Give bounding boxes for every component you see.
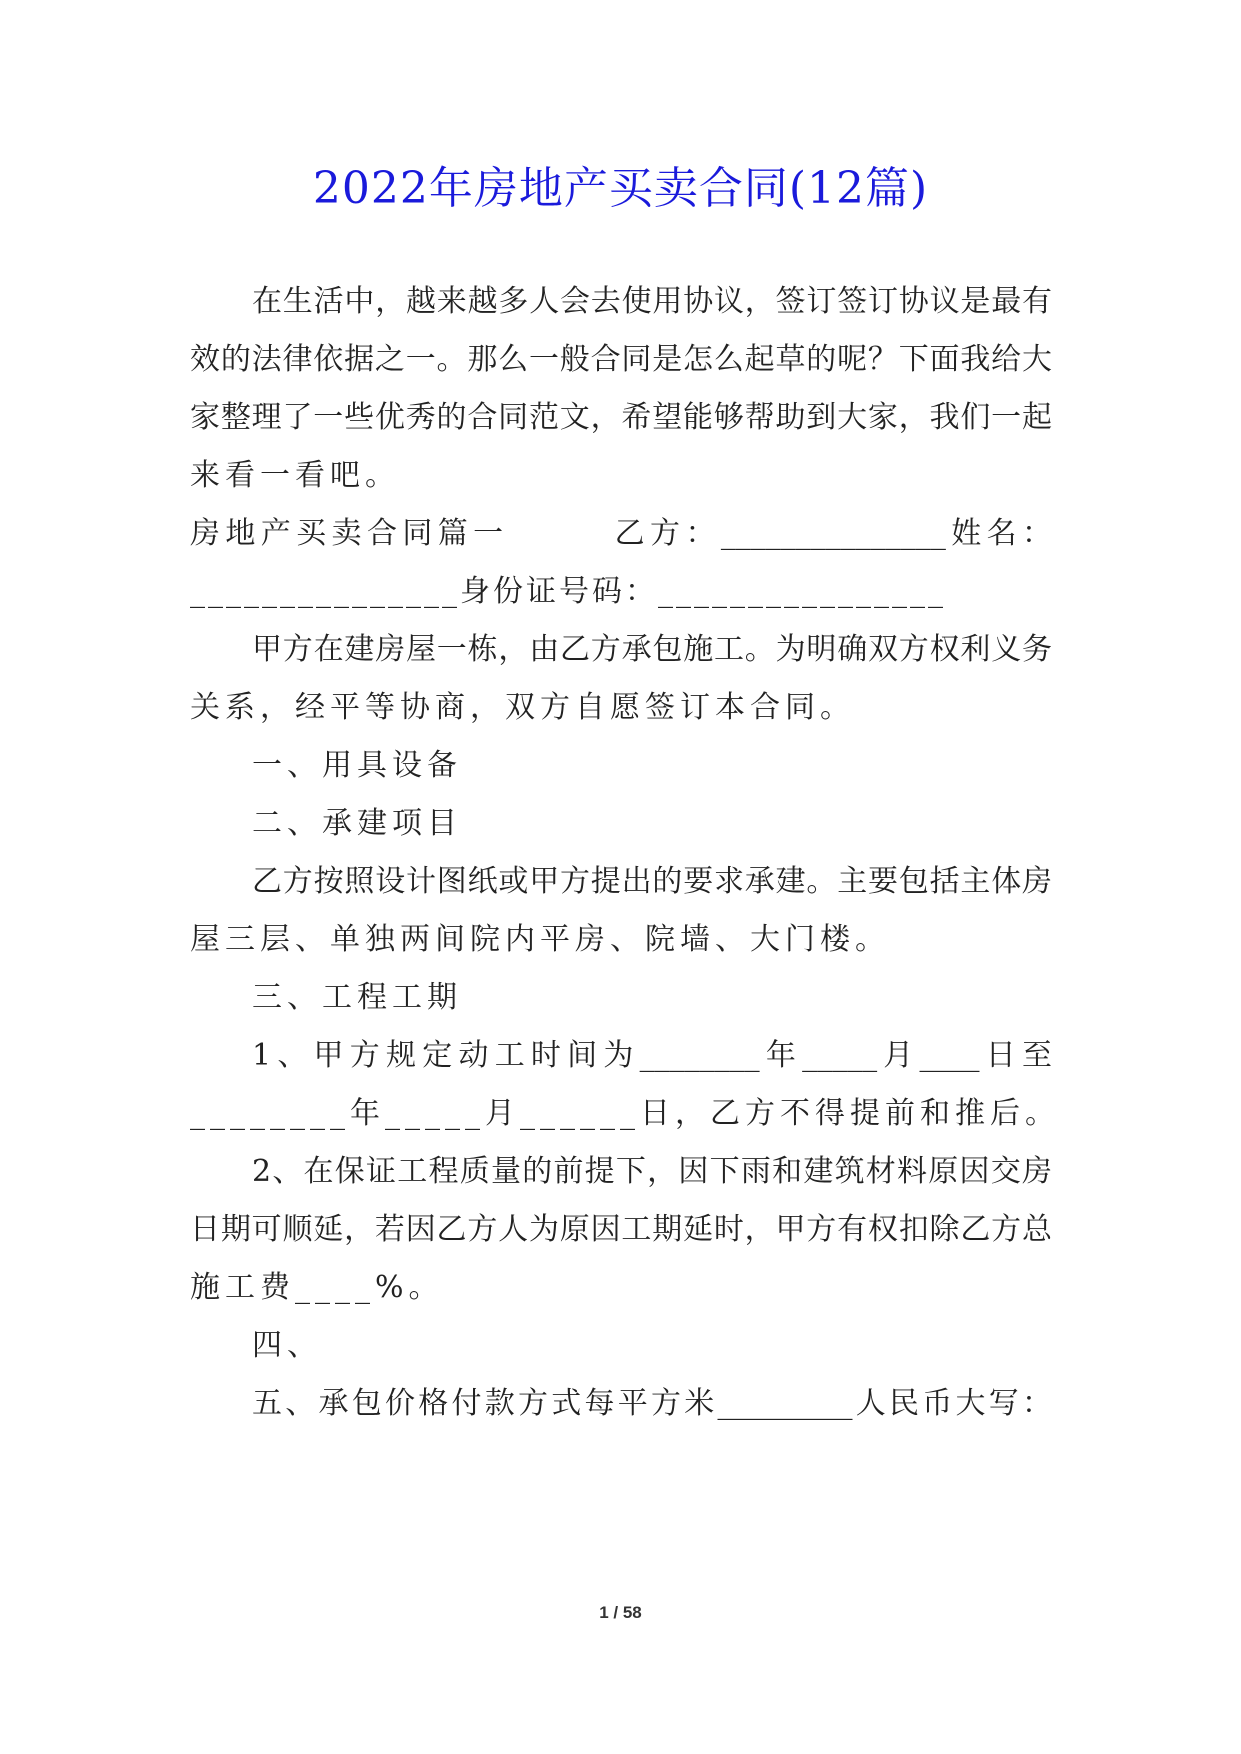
- body-line-1: 在生活中，越来越多人会去使用协议，签订签订协议是最有: [252, 284, 1052, 319]
- body-line-3: 家整理了一些优秀的合同范文，希望能够帮助到大家，我们一起: [190, 400, 1052, 435]
- body-line-11: 乙方按照设计图纸或甲方提出的要求承建。主要包括主体房: [252, 864, 1052, 899]
- page-number: 1 / 58: [599, 1603, 642, 1622]
- body-line-17: 日期可顺延，若因乙方人为原因工期延时，甲方有权扣除乙方总: [190, 1212, 1052, 1247]
- section-heading-4: 四、: [252, 1328, 322, 1363]
- section-heading-1: 一、用具设备: [252, 748, 462, 783]
- section-heading-5: 五、承包价格付款方式每平方米_________人民币大写：: [252, 1386, 1052, 1421]
- section-heading-3: 三、工程工期: [252, 980, 462, 1015]
- body-line-14: 1、甲方规定动工时间为________年_____月____日至: [252, 1038, 1052, 1073]
- body-line-15: ________年_____月______日，乙方不得提前和推后。: [190, 1096, 1060, 1131]
- body-line-12: 屋三层、单独两间院内平房、院墙、大门楼。: [190, 922, 890, 957]
- body-line-5: 房地产买卖合同篇一 乙方：_______________姓名：: [190, 516, 1052, 551]
- body-line-16: 2、在保证工程质量的前提下，因下雨和建筑材料原因交房: [252, 1154, 1052, 1189]
- section-heading-2: 二、承建项目: [252, 806, 462, 841]
- body-line-8: 关系，经平等协商，双方自愿签订本合同。: [190, 690, 855, 725]
- document-title: 2022年房地产买卖合同(12篇): [312, 163, 929, 214]
- body-line-4: 来看一看吧。: [190, 458, 400, 493]
- body-line-18: 施工费____%。: [190, 1270, 444, 1305]
- body-line-6: _______________身份证号码：________________: [190, 574, 946, 609]
- body-line-2: 效的法律依据之一。那么一般合同是怎么起草的呢？下面我给大: [190, 342, 1052, 377]
- body-line-7: 甲方在建房屋一栋，由乙方承包施工。为明确双方权利义务: [252, 632, 1052, 667]
